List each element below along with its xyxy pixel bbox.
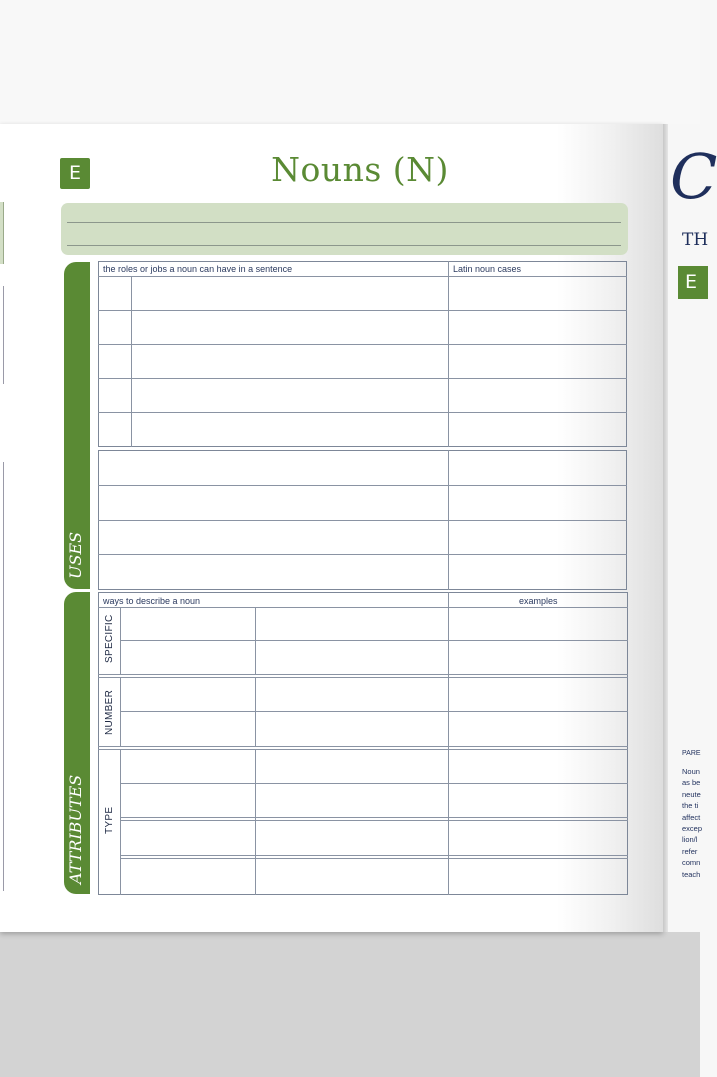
writing-line — [67, 245, 621, 246]
attributes-tab — [64, 592, 90, 894]
examples-column-divider — [448, 592, 449, 895]
text-line: neute — [682, 789, 701, 799]
group-divider — [98, 746, 628, 747]
attributes-row-line — [120, 817, 628, 818]
facing-page-heading: PARE — [682, 750, 701, 757]
group-label-divider — [120, 749, 121, 895]
group-label-specific: SPECIFIC — [104, 614, 115, 663]
uses-tab — [64, 262, 90, 589]
uses-header-divider — [98, 276, 627, 277]
facing-page-badge: E — [678, 266, 708, 299]
uses-row-line — [98, 554, 627, 555]
group-divider — [98, 674, 628, 675]
latin-cases-header: Latin noun cases — [453, 264, 522, 274]
text-line: excep — [682, 824, 703, 834]
definition-box[interactable] — [61, 203, 628, 255]
group-divider — [98, 677, 628, 678]
uses-row-line — [98, 344, 627, 345]
attributes-tab-label: ATTRIBUTES — [66, 774, 85, 884]
attributes-header-divider — [98, 607, 628, 608]
attributes-row-line — [120, 855, 628, 856]
uses-row-line — [98, 412, 627, 413]
attributes-header-label: ways to describe a noun — [103, 596, 201, 606]
previous-page-edge-box — [0, 286, 4, 384]
text-line: as be — [682, 778, 701, 788]
background-top — [0, 0, 700, 125]
uses-index-column-divider — [131, 276, 132, 447]
attributes-row-line — [120, 640, 628, 641]
uses-column-divider — [448, 261, 449, 447]
previous-page-edge-box — [0, 462, 4, 748]
uses-tab-label: USES — [66, 531, 85, 579]
group-label-type: TYPE — [104, 806, 115, 834]
uses-row-line — [98, 310, 627, 311]
uses-row-line — [98, 520, 627, 521]
facing-page-subtitle: TH — [682, 230, 709, 250]
facing-page — [668, 124, 717, 932]
background-bottom — [0, 932, 700, 1077]
text-line: the ti — [682, 801, 699, 811]
uses-header-label: the roles or jobs a noun can have in a sentence — [103, 264, 293, 274]
uses-row-line — [98, 378, 627, 379]
examples-header: examples — [519, 596, 558, 606]
attributes-row-line — [120, 858, 628, 859]
text-line: affect — [682, 812, 701, 822]
uses-table — [98, 261, 627, 447]
facing-page-text — [682, 766, 702, 880]
attributes-row-line — [120, 820, 628, 821]
attributes-column-divider — [255, 749, 256, 895]
attributes-row-line — [120, 711, 628, 712]
facing-page-title: C — [670, 140, 717, 213]
text-line: lion/l — [682, 835, 698, 845]
text-line: Noun — [682, 767, 700, 776]
uses-row-line — [98, 485, 627, 486]
page-title: Nouns (N) — [271, 150, 449, 189]
attributes-row-line — [120, 783, 628, 784]
group-divider — [98, 749, 628, 750]
text-line: teach — [682, 869, 701, 879]
text-line: refer — [682, 846, 698, 856]
writing-line — [67, 222, 621, 223]
section-badge: E — [60, 158, 90, 189]
previous-page-edge-green — [0, 202, 4, 264]
previous-page-edge-box — [0, 745, 4, 891]
attributes-table — [98, 592, 628, 895]
text-line: comn — [682, 858, 701, 868]
group-label-number: NUMBER — [104, 689, 115, 735]
